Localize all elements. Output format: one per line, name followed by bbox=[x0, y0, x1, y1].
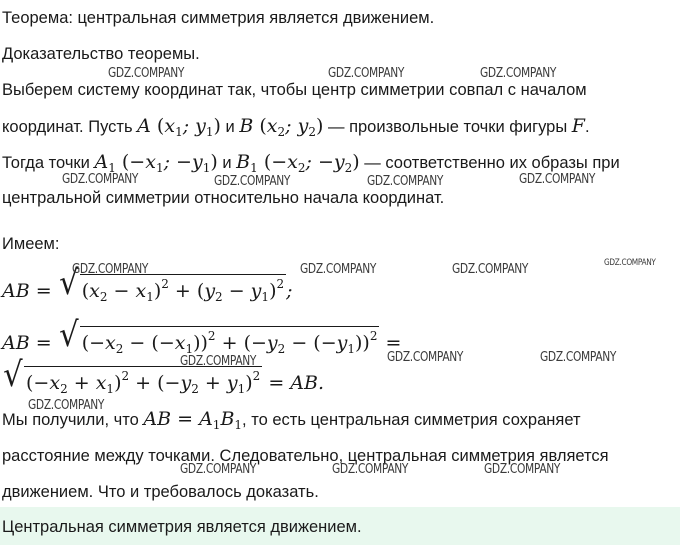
watermark: GDZ.COMPANY bbox=[28, 398, 105, 413]
text-segment: — соответственно их образы при bbox=[364, 154, 620, 172]
watermark: GDZ.COMPANY bbox=[328, 66, 405, 81]
proof-paragraph-1-line-1: Выберем систему координат так, чтобы центр симметрии совпал с началом bbox=[2, 81, 587, 99]
text-segment: — произвольные точки фигуры bbox=[327, 118, 568, 136]
answer-box bbox=[0, 507, 680, 545]
watermark: GDZ.COMPANY bbox=[452, 262, 529, 277]
proof-paragraph-2-line-2: центральной симметрии относительно начала координат. bbox=[2, 189, 445, 207]
formula-point-a: A ($x_1$; $y_1$) bbox=[137, 115, 221, 139]
text-segment: , то есть центральная симметрия сохраняет bbox=[242, 411, 581, 429]
watermark: GDZ.COMPANY bbox=[72, 262, 149, 277]
watermark: GDZ.COMPANY bbox=[180, 462, 257, 477]
formula-point-a1: $A_1$ ($-x_1$; $-y_1$) bbox=[94, 151, 218, 175]
watermark: GDZ.COMPANY bbox=[300, 262, 377, 277]
theorem-statement: Теорема: центральная симметрия является движением. bbox=[2, 9, 435, 27]
text-segment: Мы получили, что bbox=[2, 411, 139, 429]
watermark: GDZ.COMPANY bbox=[387, 350, 464, 365]
proof-title: Доказательство теоремы. bbox=[2, 45, 200, 63]
text-segment: координат. Пусть bbox=[2, 118, 133, 136]
watermark: GDZ.COMPANY bbox=[604, 258, 656, 268]
equation-ab-distance: AB = √ $(x_2 - x_1)^2 + (y_2 - y_1)^2$ ; bbox=[2, 263, 293, 304]
watermark: GDZ.COMPANY bbox=[519, 172, 596, 187]
conclusion-line-3: движением. Что и требовалось доказать. bbox=[2, 483, 319, 501]
conclusion-line-2: расстояние между точками. Следовательно, центральная симметрия является bbox=[2, 447, 609, 465]
formula-ab-equals-a1b1: AB = $A_1B_1$ bbox=[143, 408, 243, 432]
watermark: GDZ.COMPANY bbox=[108, 66, 185, 81]
equation-ab-result: √ $(-x_2 + x_1)^2 + (-y_2 + y_1)^2$ = AB. bbox=[3, 355, 325, 396]
text-segment: Тогда точки bbox=[2, 154, 90, 172]
watermark: GDZ.COMPANY bbox=[214, 174, 291, 189]
watermark: GDZ.COMPANY bbox=[180, 354, 257, 369]
text-segment: и bbox=[222, 154, 232, 172]
equation-ab-image-distance: AB = √ $(-x_2 - (-x_1))^2 + (-y_2 - (-y_1))^2$ = bbox=[2, 315, 402, 356]
have-label: Имеем: bbox=[2, 235, 60, 253]
watermark: GDZ.COMPANY bbox=[62, 172, 139, 187]
watermark: GDZ.COMPANY bbox=[332, 462, 409, 477]
proof-paragraph-1-line-2: координат. Пусть A ($x_1$; $y_1$) и B ($x_2$; $y_2$) — произвольные точки фигуры F. bbox=[2, 115, 590, 139]
answer-text: Центральная симметрия является движением. bbox=[2, 518, 362, 536]
watermark: GDZ.COMPANY bbox=[484, 462, 561, 477]
formula-point-b: B ($x_2$; $y_2$) bbox=[239, 115, 324, 139]
watermark: GDZ.COMPANY bbox=[367, 174, 444, 189]
formula-figure-f: F bbox=[571, 115, 585, 137]
formula-point-b1: $B_1$ ($-x_2$; $-y_2$) bbox=[236, 151, 360, 175]
watermark: GDZ.COMPANY bbox=[480, 66, 557, 81]
watermark: GDZ.COMPANY bbox=[540, 350, 617, 365]
